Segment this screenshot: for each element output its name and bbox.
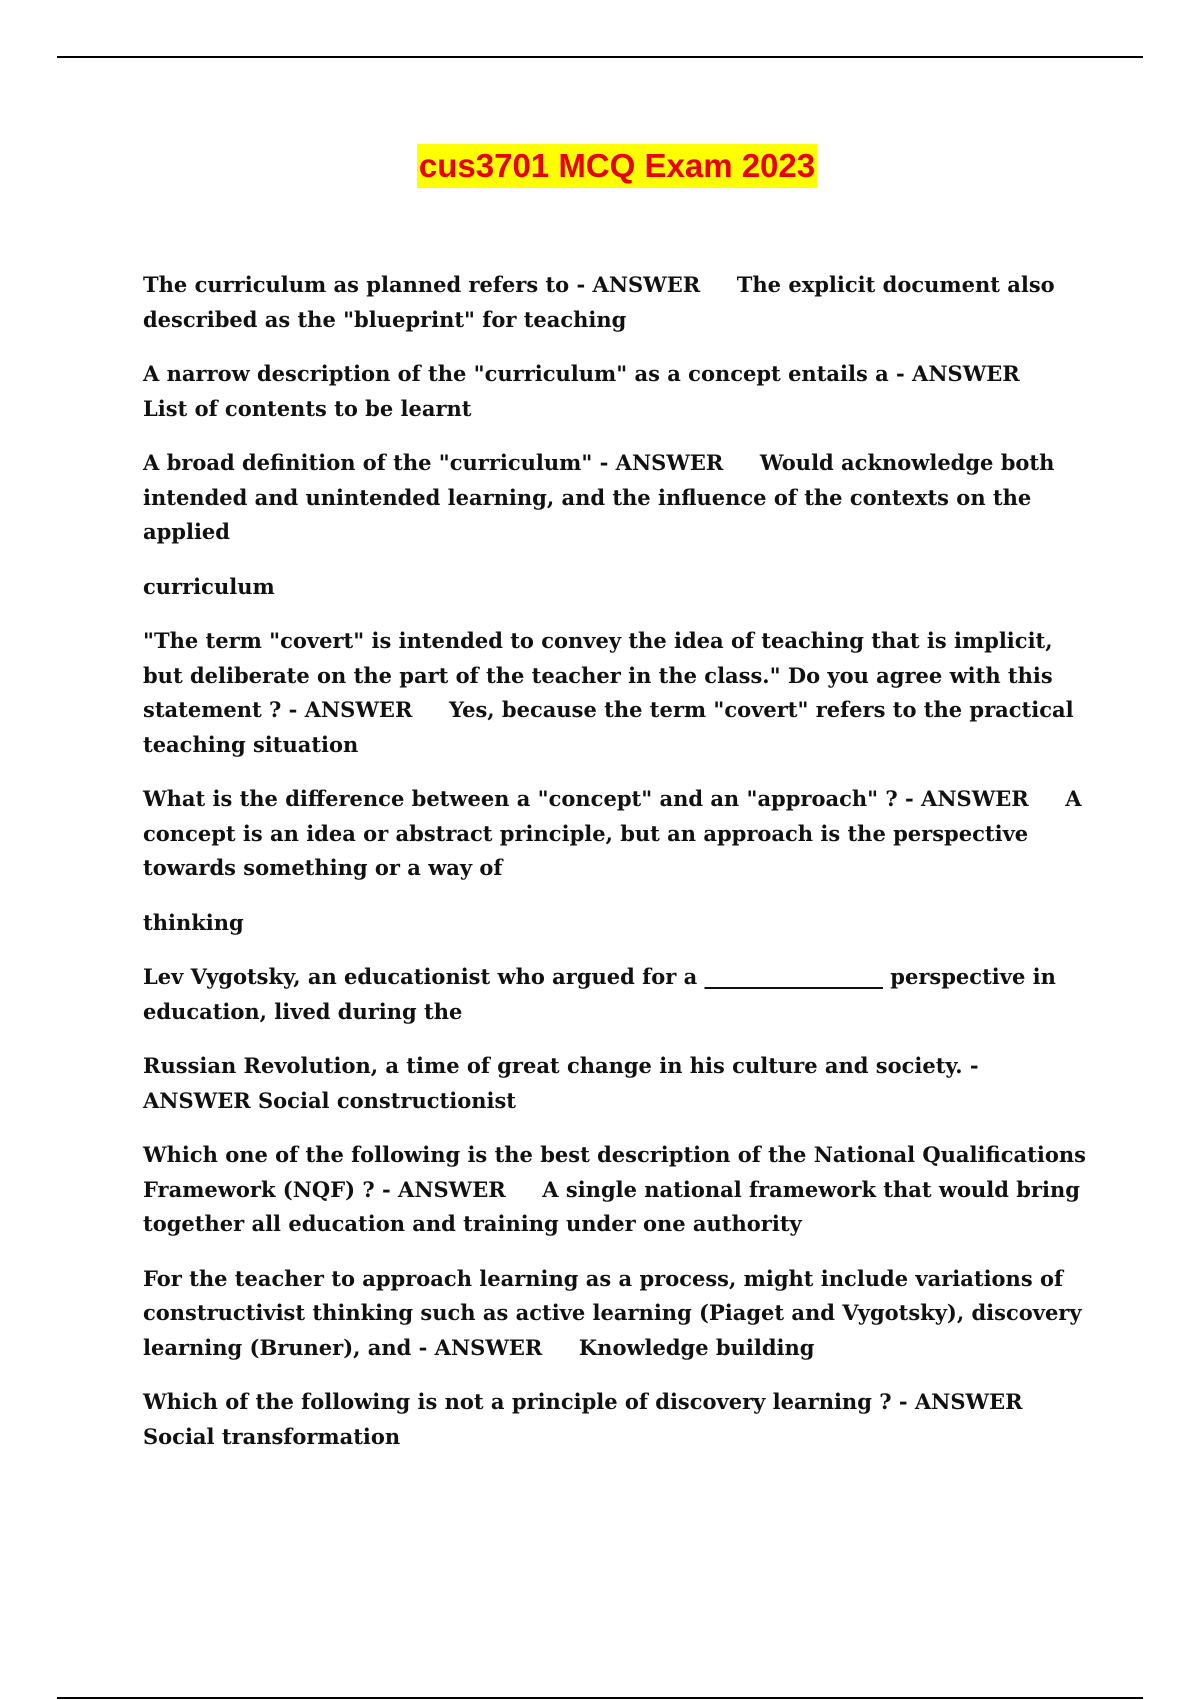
paragraph-text: curriculum <box>143 573 275 599</box>
qa-paragraph <box>143 1138 1093 1242</box>
qa-paragraph <box>143 906 1093 941</box>
qa-paragraph <box>143 1262 1093 1366</box>
paragraph-text: A narrow description of the "curriculum" as a concept entails a - ANSWER List of contents to be learnt <box>143 361 1057 421</box>
paragraph-text: Lev Vygotsky, an educationist who argued for a _________________ perspective in education, lived during the <box>143 964 1064 1024</box>
qa-paragraph <box>143 1385 1093 1454</box>
qa-paragraph <box>143 1049 1093 1118</box>
paragraph-text: Which of the following is not a principle of discovery learning ? - ANSWER Social transformation <box>143 1389 1060 1449</box>
qa-paragraph <box>143 624 1093 762</box>
qa-paragraph <box>143 570 1093 605</box>
qa-paragraph <box>143 960 1093 1029</box>
paragraph-text: The curriculum as planned refers to - ANSWER The explicit document also described as the "blueprint" for teaching <box>143 272 1062 332</box>
footer-rule <box>57 1697 1143 1699</box>
paragraph-text: Which one of the following is the best description of the National Qualifications Framework (NQF) ? - ANSWER A single national framework that would bring together all education and training under one authority <box>143 1142 1094 1236</box>
qa-paragraph <box>143 268 1093 337</box>
header-rule <box>57 56 1143 58</box>
qa-paragraph <box>143 357 1093 426</box>
paragraph-text: A broad definition of the "curriculum" - ANSWER Would acknowledge both intended and unintended learning, and the influence of the contexts on the applied <box>143 450 1062 544</box>
paragraph-text: "The term "covert" is intended to convey the idea of teaching that is implicit, but deliberate on the part of the teacher in the class." Do you agree with this statement ? - ANSWER Yes, because the term "covert" refers to the practical teaching situation <box>143 628 1081 757</box>
qa-content <box>143 268 1093 1474</box>
paragraph-text: For the teacher to approach learning as a process, might include variations of constructivist thinking such as active learning (Piaget and Vygotsky), discovery learning (Bruner), and - ANSWER Knowledge building <box>143 1265 1089 1360</box>
paragraph-text: Russian Revolution, a time of great change in his culture and society. - ANSWER Social constructionist <box>143 1053 986 1113</box>
qa-paragraph <box>143 782 1093 886</box>
paragraph-text: thinking <box>143 909 244 935</box>
title-container <box>0 144 1200 188</box>
qa-paragraph <box>143 446 1093 550</box>
document-title: cus3701 MCQ Exam 2023 <box>417 144 817 188</box>
paragraph-text: What is the difference between a "concept" and an "approach" ? - ANSWER A concept is an idea or abstract principle, but an approach is the perspective towards something or a way of <box>143 786 1089 880</box>
